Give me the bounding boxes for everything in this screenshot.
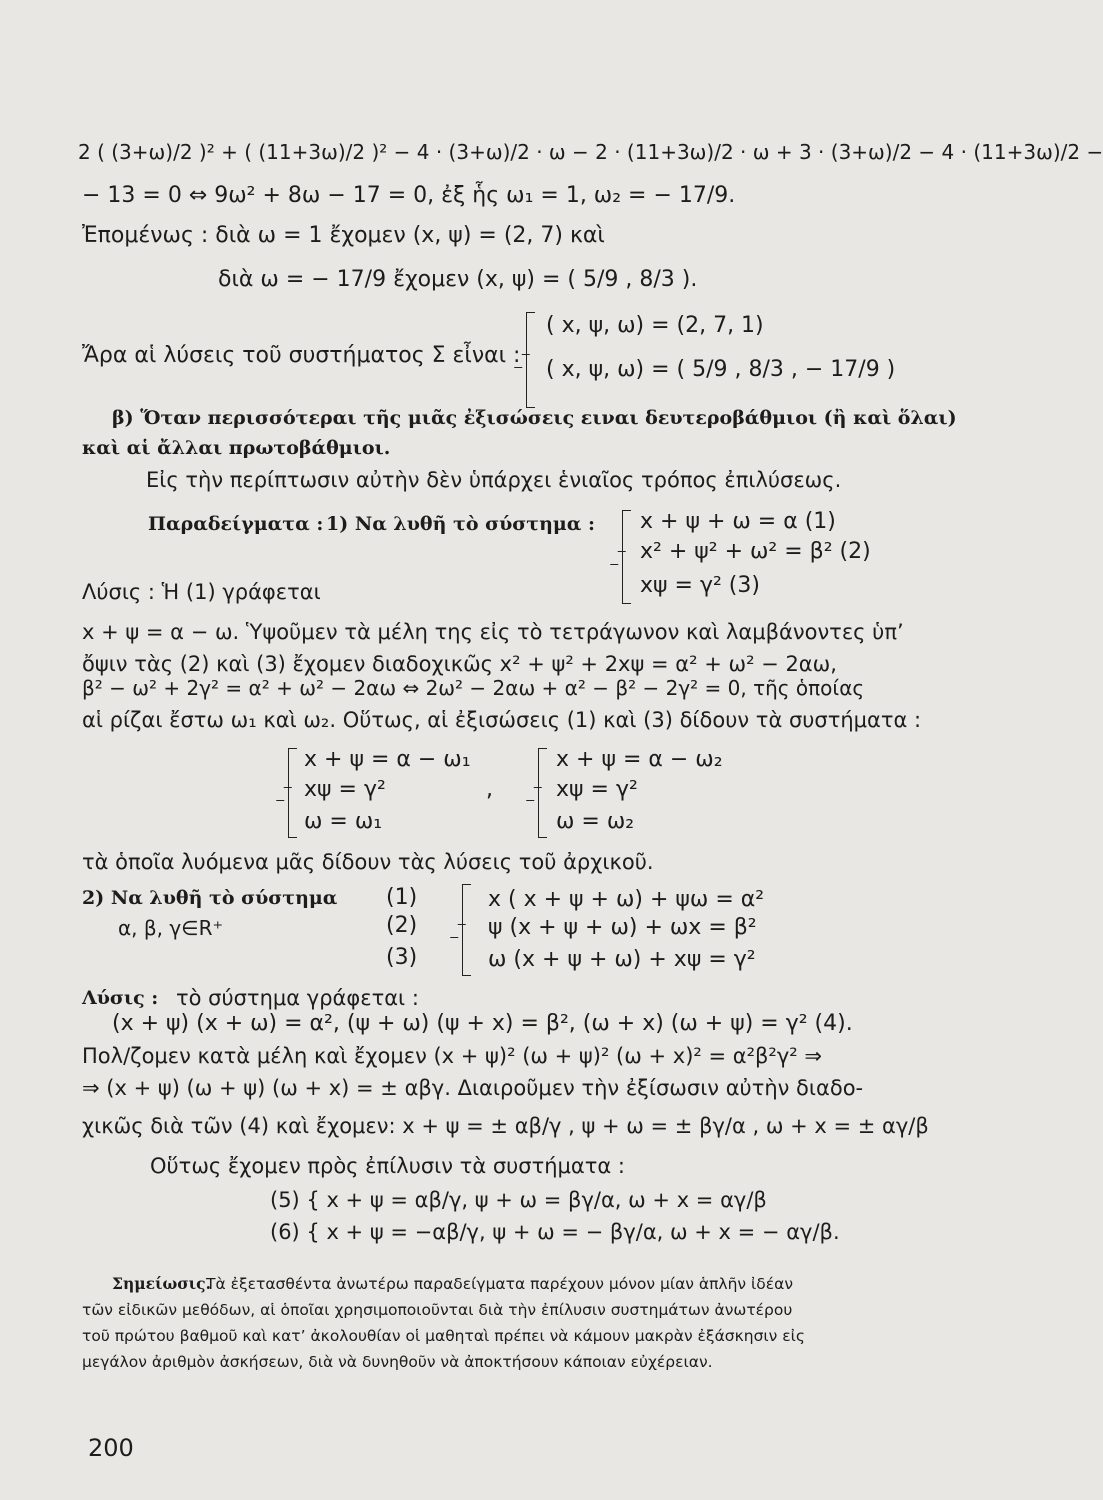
system-2-line-1: x ( x + ψ + ω) + ψω = α²	[488, 887, 765, 912]
system-b-line-1: x + ψ = α − ω₂	[556, 747, 723, 772]
brace-icon	[462, 884, 471, 976]
brace-icon	[622, 510, 631, 604]
text-line-13: Πολ/ζομεν κατὰ μέλη καὶ ἔχομεν (x + ψ)² (ω + ψ)² (ω + x)² = α²β²γ² ⇒	[82, 1044, 822, 1068]
examples-label: Παραδείγματα :	[148, 513, 324, 535]
system-b-line-2: xψ = γ²	[556, 777, 638, 802]
system-a-line-3: ω = ω₁	[304, 809, 383, 834]
note-line-1: Τὰ ἐξετασθέντα ἀνωτέρω παραδείγματα παρέχουν μόνον μίαν ἁπλῆν ἰδέαν	[206, 1275, 793, 1293]
text-line-16: Οὕτως ἔχομεν πρὸς ἐπίλυσιν τὰ συστήματα :	[150, 1154, 626, 1178]
solution-2-intro: τὸ σύστημα γράφεται :	[176, 986, 419, 1010]
system-equation-1: x + ψ + ω = α (1)	[640, 509, 836, 534]
note-line-4: μεγάλον ἀριθμὸν ἀσκήσεων, διὰ νὰ δυνηθοῦν νὰ ἀποκτήσουν κάποιαν εὐχέρειαν.	[82, 1353, 713, 1371]
text-line-3: Ἐπομένως : διὰ ω = 1 ἔχομεν (x, ψ) = (2, 7) καὶ	[82, 223, 605, 248]
example-1-title: 1) Να λυθῆ τὸ σύστημα :	[326, 513, 596, 535]
note-label: Σημείωσις.	[112, 1274, 212, 1293]
note-line-2: τῶν εἰδικῶν μεθόδων, αἱ ὁποῖαι χρησιμοποιοῦνται διὰ τὴν ἐπίλυσιν συστημάτων ἀνωτέρου	[82, 1301, 793, 1319]
solution-label-2: Λύσις :	[82, 987, 159, 1009]
text-line-6: Εἰς τὴν περίπτωσιν αὐτὴν δὲν ὑπάρχει ἑνιαῖος τρόπος ἐπιλύσεως.	[146, 468, 842, 492]
text-line-12: (x + ψ) (x + ω) = α², (ψ + ω) (ψ + x) = β², (ω + x) (ω + ψ) = γ² (4).	[112, 1011, 853, 1036]
system-a-line-1: x + ψ = α − ω₁	[304, 747, 471, 772]
text-line-15: χικῶς διὰ τῶν (4) καὶ ἔχομεν: x + ψ = ± αβ/γ , ψ + ω = ± βγ/α , ω + x = ± αγ/β	[82, 1114, 929, 1138]
eq-number-1: (1)	[386, 885, 418, 910]
system-6: (6) { x + ψ = −αβ/γ, ψ + ω = − βγ/α, ω + x = − αγ/β.	[270, 1220, 840, 1244]
system-equation-2: x² + ψ² + ω² = β² (2)	[640, 539, 871, 564]
brace-icon	[526, 312, 535, 408]
brace-icon	[288, 748, 297, 838]
separator-comma: ,	[486, 777, 493, 802]
system-2-line-3: ω (x + ψ + ω) + xψ = γ²	[488, 947, 756, 972]
solution-label-1: Λύσις : Ἡ (1) γράφεται	[82, 580, 321, 604]
eq-number-2: (2)	[386, 913, 418, 938]
text-line-10: αἱ ρίζαι ἔστω ω₁ καὶ ω₂. Οὕτως, αἱ ἐξισώσεις (1) καὶ (3) δίδουν τὰ συστήματα :	[82, 708, 922, 732]
system-b-line-3: ω = ω₂	[556, 809, 635, 834]
text-line-8: ὄψιν τὰς (2) καὶ (3) ἔχομεν διαδοχικῶς x² + ψ² + 2xψ = α² + ω² − 2αω,	[82, 652, 837, 676]
solution-system-2: ( x, ψ, ω) = ( 5/9 , 8/3 , − 17/9 )	[546, 357, 896, 382]
eq-number-3: (3)	[386, 945, 418, 970]
system-equation-3: xψ = γ² (3)	[640, 573, 760, 598]
section-heading-beta: β) Ὅταν περισσότεραι τῆς μιᾶς ἐξισώσεις ειναι δευτεροβάθμιοι (ἢ καὶ ὅλαι)	[112, 407, 957, 429]
solution-system-1: ( x, ψ, ω) = (2, 7, 1)	[546, 313, 764, 338]
section-heading-beta-cont: καὶ αἱ ἄλλαι πρωτοβάθμιοι.	[82, 437, 391, 459]
page-number: 200	[88, 1434, 134, 1462]
system-5: (5) { x + ψ = αβ/γ, ψ + ω = βγ/α, ω + x = αγ/β	[270, 1188, 767, 1212]
example-2-title: 2) Να λυθῆ τὸ σύστημα	[82, 887, 338, 909]
equation-line-2: − 13 = 0 ⇔ 9ω² + 8ω − 17 = 0, ἐξ ἧς ω₁ = 1, ω₂ = − 17/9.	[82, 183, 736, 208]
equation-line-1: 2 ( (3+ω)/2 )² + ( (11+3ω)/2 )² − 4 · (3+ω)/2 · ω − 2 · (11+3ω)/2 · ω + 3 · (3+ω)/2 − 4 · (11+3ω)/2 −	[78, 140, 1103, 164]
text-line-14: ⇒ (x + ψ) (ω + ψ) (ω + x) = ± αβγ. Διαιροῦμεν τὴν ἐξίσωσιν αὐτὴν διαδο-	[82, 1076, 864, 1100]
example-2-condition: α, β, γ∈R⁺	[118, 916, 224, 940]
text-line-5: Ἄρα αἱ λύσεις τοῦ συστήματος Σ εἶναι :	[82, 343, 521, 368]
brace-icon	[538, 748, 547, 838]
text-line-4: διὰ ω = − 17/9 ἔχομεν (x, ψ) = ( 5/9 , 8/3 ).	[218, 267, 698, 292]
text-line-11: τὰ ὁποῖα λυόμενα μᾶς δίδουν τὰς λύσεις τοῦ ἀρχικοῦ.	[82, 850, 654, 874]
system-2-line-2: ψ (x + ψ + ω) + ωx = β²	[488, 915, 757, 940]
note-line-3: τοῦ πρώτου βαθμοῦ καὶ κατ’ ἀκολουθίαν οἱ μαθηταὶ πρέπει νὰ κάμουν μακρὰν ἐξάσκησιν εἰς	[82, 1327, 805, 1345]
text-line-7: x + ψ = α − ω. Ὑψοῦμεν τὰ μέλη της εἰς τὸ τετράγωνον καὶ λαμβάνοντες ὑπ’	[82, 620, 904, 644]
text-line-9: β² − ω² + 2γ² = α² + ω² − 2αω ⇔ 2ω² − 2αω + α² − β² − 2γ² = 0, τῆς ὁποίας	[82, 676, 865, 700]
system-a-line-2: xψ = γ²	[304, 777, 386, 802]
